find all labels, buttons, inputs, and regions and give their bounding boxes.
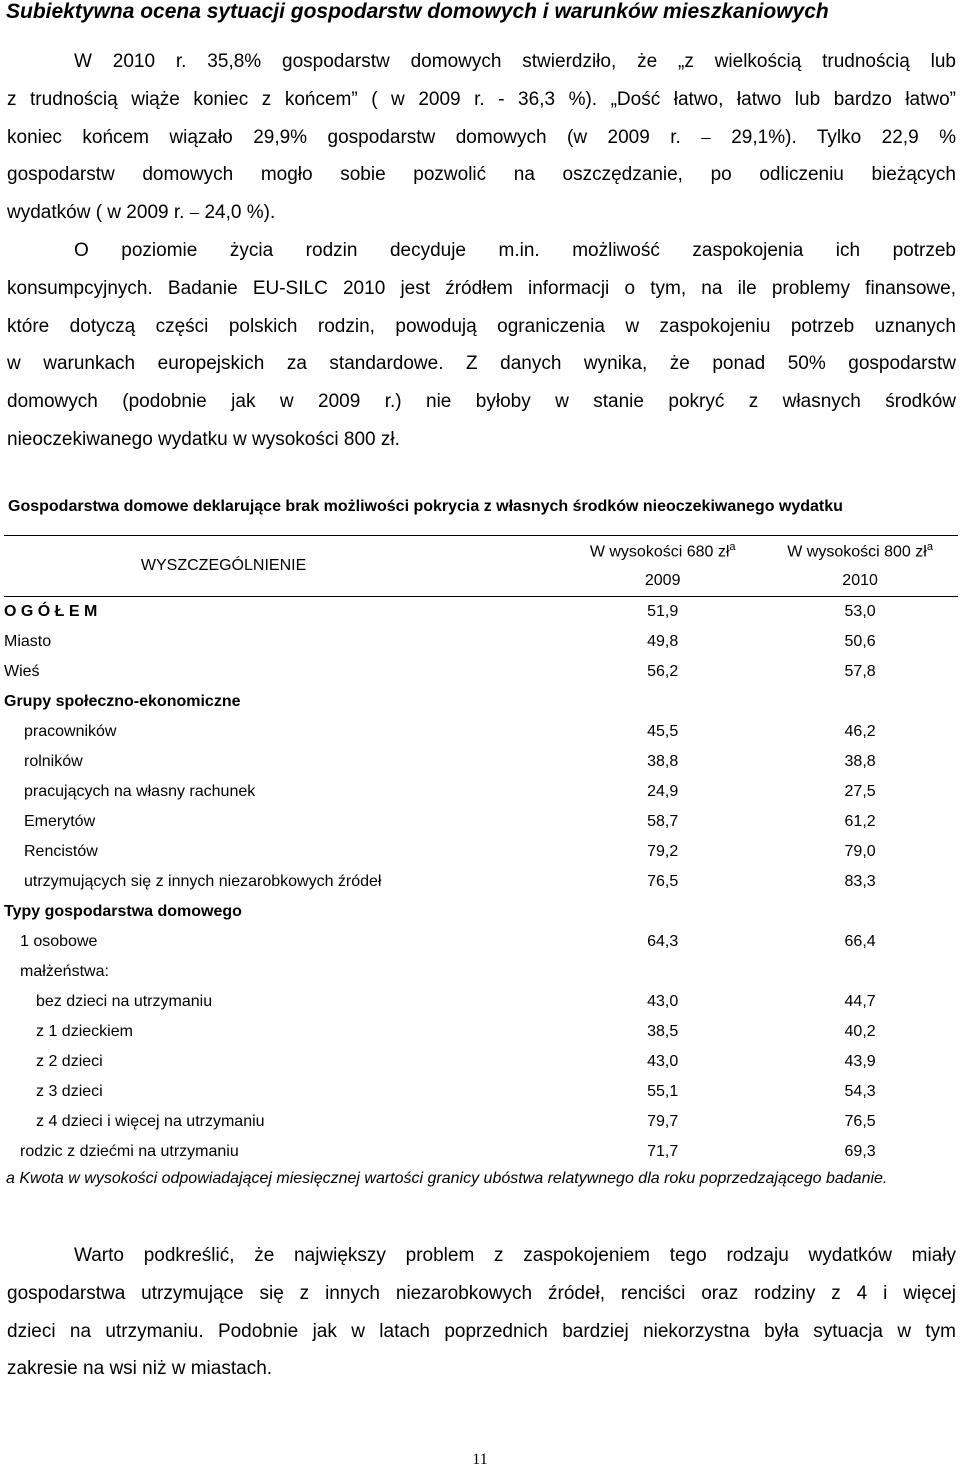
text-line: koniec końcem wiązało 29,9% gospodarstw domowych (w 2009 r. ⎯ 29,1%). Tylko 22,9 % [7, 126, 956, 148]
table-row [4, 777, 958, 807]
value-2010: 76,5 [844, 1113, 876, 1130]
table-row [4, 627, 958, 657]
value-2010: 50,6 [844, 633, 876, 650]
table-row [4, 897, 958, 927]
value-2010: 27,5 [844, 783, 876, 800]
text-line: konsumpcyjnych. Badanie EU-SILC 2010 jest źródłem informacji o tym, na ile problemy finansowe, [7, 277, 956, 299]
table-row [4, 987, 958, 1017]
row-label: Wieś [4, 663, 40, 680]
table-row [4, 957, 958, 987]
table-row [4, 1047, 958, 1077]
value-2010 [762, 687, 958, 717]
value-2009: 58,7 [647, 813, 679, 830]
value-2010: 66,4 [844, 933, 876, 950]
value-2010: 43,9 [844, 1053, 876, 1070]
row-label: małżeństwa: [20, 963, 109, 980]
text-line: domowych (podobnie jak w 2009 r.) nie byłoby w stanie pokryć z własnych środków [7, 391, 956, 413]
text-line: zakresie na wsi niż w miastach. [7, 1358, 273, 1380]
table-row [4, 687, 958, 717]
footnote: a Kwota w wysokości odpowiadającej miesięcznej wartości granicy ubóstwa relatywnego dla roku poprzedzającego badanie. [6, 1170, 888, 1187]
value-2010 [762, 957, 958, 987]
expense-table [4, 535, 958, 1167]
table-row [4, 597, 958, 628]
text-line: O poziomie życia rodzin decyduje m.in. możliwość zaspokojenia ich potrzeb [74, 240, 956, 261]
row-label: O G Ó Ł E M [4, 603, 98, 620]
value-2009: 51,9 [647, 603, 679, 620]
row-label: Grupy społeczno-ekonomiczne [4, 693, 241, 710]
table-row [4, 837, 958, 867]
value-2009: 24,9 [647, 783, 679, 800]
row-label: Emerytów [24, 813, 96, 830]
row-label: rodzic z dziećmi na utrzymaniu [20, 1143, 239, 1160]
row-label: rolników [24, 753, 83, 770]
value-2010: 40,2 [844, 1023, 876, 1040]
text-line: wydatków ( w 2009 r. ⎯ 24,0 %). [7, 202, 276, 224]
table-title: Gospodarstwa domowe deklarujące brak możliwości pokrycia z własnych środków nieoczekiwanego wydatku [8, 498, 843, 515]
table-row [4, 1137, 958, 1167]
row-label: utrzymujących się z innych niezarobkowych źródeł [24, 873, 382, 890]
value-2010: 53,0 [844, 603, 876, 620]
paragraph-household-assessment [7, 43, 956, 232]
page-number: 11 [472, 1451, 488, 1468]
value-2009: 76,5 [647, 873, 679, 890]
header-col-680-text: W wysokości 680 zł [589, 543, 730, 561]
value-2009 [563, 897, 762, 927]
value-2009: 38,5 [647, 1023, 679, 1040]
row-label: z 2 dzieci [36, 1053, 103, 1070]
table-row [4, 1017, 958, 1047]
text-line: z trudnością wiąże koniec z końcem” ( w 2009 r. - 36,3 %). „Dość łatwo, łatwo lub bardzo łatwo” [7, 88, 956, 110]
row-label: z 3 dzieci [36, 1083, 103, 1100]
value-2009: 79,7 [647, 1113, 679, 1130]
row-label: 1 osobowe [20, 933, 98, 950]
value-2010: 57,8 [844, 663, 876, 680]
text-line: Warto podkreślić, że największy problem z zaspokojeniem tego rodzaju wydatków miały [74, 1245, 956, 1266]
value-2009: 45,5 [647, 723, 679, 740]
value-2009: 38,8 [647, 753, 679, 770]
paragraph-living-standard [7, 232, 956, 459]
value-2009: 64,3 [647, 933, 679, 950]
table-row [4, 807, 958, 837]
row-label: Typy gospodarstwa domowego [4, 903, 242, 920]
row-label: Miasto [4, 633, 52, 650]
value-2010: 69,3 [844, 1143, 876, 1160]
paragraph-conclusion [7, 1237, 956, 1388]
text-line: gospodarstw domowych mogło sobie pozwolić na oszczędzanie, po odliczeniu bieżących [7, 164, 956, 186]
header-col-800 [762, 536, 958, 567]
row-label: Rencistów [24, 843, 98, 860]
header-col-680 [563, 536, 762, 567]
table-row [4, 867, 958, 897]
value-2009: 43,0 [647, 1053, 679, 1070]
value-2009 [563, 687, 762, 717]
row-label: pracowników [24, 723, 117, 740]
value-2009: 71,7 [647, 1143, 679, 1160]
text-line: gospodarstwa utrzymujące się z innych niezarobkowych źródeł, renciści oraz rodziny z 4 i więcej [7, 1282, 956, 1304]
table-header-row [4, 536, 958, 567]
value-2010 [762, 897, 958, 927]
header-year-2010: 2010 [842, 572, 878, 589]
text-line: W 2010 r. 35,8% gospodarstw domowych stwierdziło, że „z wielkością trudnością lub [74, 51, 956, 72]
value-2009: 56,2 [647, 663, 679, 680]
row-label: z 4 dzieci i więcej na utrzymaniu [36, 1113, 265, 1130]
footnote-mark: a [926, 540, 933, 553]
row-label: z 1 dzieckiem [36, 1023, 133, 1040]
value-2010: 54,3 [844, 1083, 876, 1100]
value-2010: 61,2 [844, 813, 876, 830]
value-2009: 79,2 [647, 843, 679, 860]
value-2009: 55,1 [647, 1083, 679, 1100]
table-row [4, 657, 958, 687]
value-2010: 83,3 [844, 873, 876, 890]
table-row [4, 1107, 958, 1137]
value-2010: 79,0 [844, 843, 876, 860]
row-label: pracujących na własny rachunek [24, 783, 256, 800]
header-year-2009: 2009 [644, 572, 681, 589]
value-2010: 38,8 [844, 753, 876, 770]
value-2010: 44,7 [844, 993, 876, 1010]
text-line: nieoczekiwanego wydatku w wysokości 800 zł. [7, 428, 400, 450]
table-row [4, 747, 958, 777]
text-line: w warunkach europejskich za standardowe. Z danych wynika, że ponad 50% gospodarstw [7, 353, 956, 375]
header-col-800-text: W wysokości 800 zł [787, 543, 927, 561]
header-label: WYSZCZEGÓLNIENIE [140, 557, 307, 574]
value-2009: 49,8 [647, 633, 679, 650]
table-row [4, 927, 958, 957]
row-label: bez dzieci na utrzymaniu [36, 993, 213, 1010]
table-row [4, 1077, 958, 1107]
text-line: dzieci na utrzymaniu. Podobnie jak w latach poprzednich bardziej niekorzystna była sytuacja w tym [7, 1320, 956, 1342]
table-row [4, 717, 958, 747]
footnote-mark: a [729, 540, 736, 553]
value-2010: 46,2 [844, 723, 876, 740]
value-2009: 43,0 [647, 993, 679, 1010]
section-heading: Subiektywna ocena sytuacji gospodarstw domowych i warunków mieszkaniowych [6, 0, 829, 23]
value-2009 [563, 957, 762, 987]
text-line: które dotyczą części polskich rodzin, powodują ograniczenia w zaspokojeniu potrzeb uznanych [7, 315, 956, 337]
